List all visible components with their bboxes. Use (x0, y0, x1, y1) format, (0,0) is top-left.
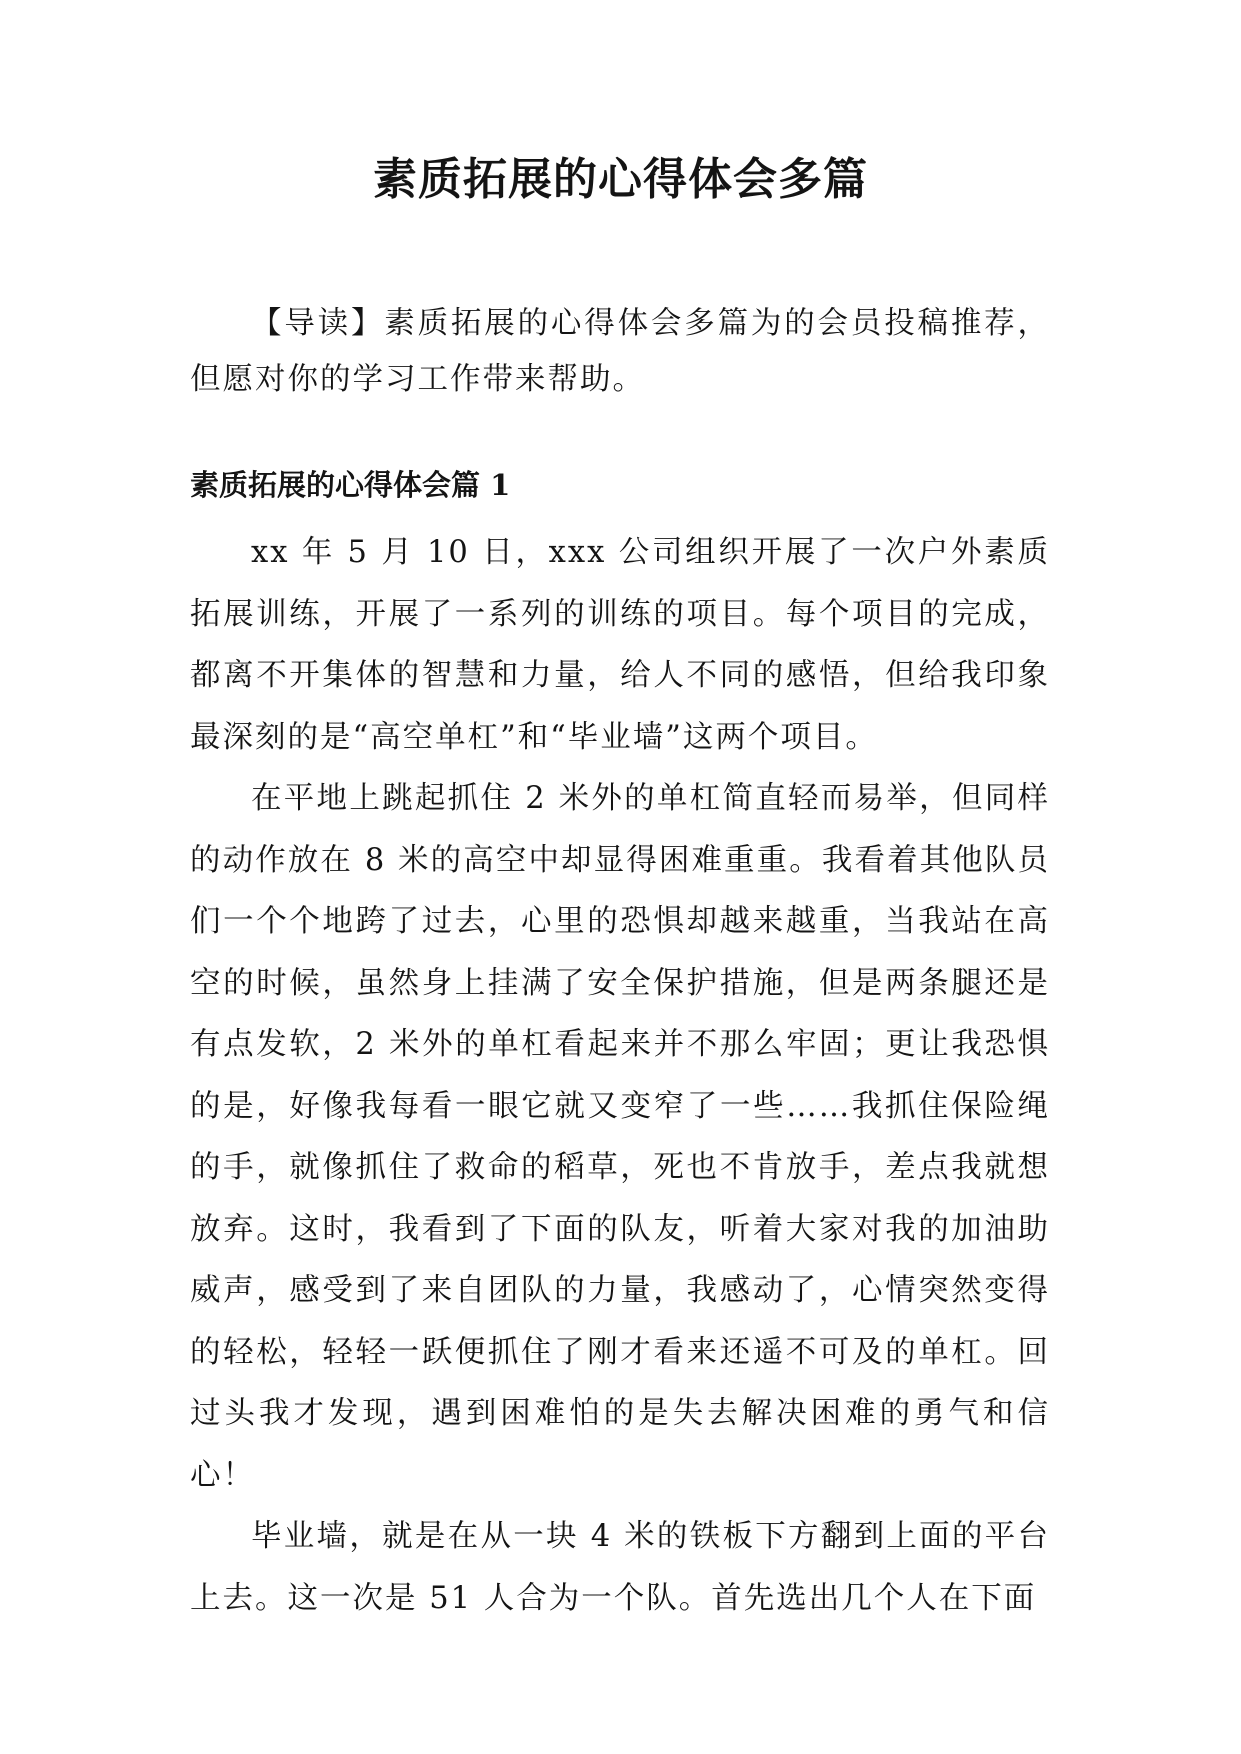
section-heading: 素质拓展的心得体会篇 1 (190, 468, 511, 502)
article-body (190, 522, 1050, 1629)
document-title: 素质拓展的心得体会多篇 (373, 154, 868, 205)
body-paragraph: 毕业墙，就是在从一块 4 米的铁板下方翻到上面的平台上去。这一次是 51 人合为一个队。首先选出几个人在下面 (190, 1519, 1050, 1616)
body-paragraph: xx 年 5 月 10 日，xxx 公司组织开展了一次户外素质拓展训练，开展了一系列的训练的项目。每个项目的完成，都离不开集体的智慧和力量，给人不同的感悟，但给我印象最深刻的是“高空单杠”和“毕业墙”这两个项目。 (190, 535, 1050, 755)
intro-paragraph: 【导读】素质拓展的心得体会多篇为的会员投稿推荐，但愿对你的学习工作带来帮助。 (190, 306, 1050, 397)
body-paragraph: 在平地上跳起抓住 2 米外的单杠简直轻而易举，但同样的动作放在 8 米的高空中却显得困难重重。我看着其他队员们一个个地跨了过去，心里的恐惧却越来越重，当我站在高空的时候，虽然身上挂满了安全保护措施，但是两条腿还是有点发软，2 米外的单杠看起来并不那么牢固；更让我恐惧的是，好像我每看一眼它就又变窄了一些……我抓住保险绳的手，就像抓住了救命的稻草，死也不肯放手，差点我就想放弃。这时，我看到了下面的队友，听着大家对我的加油助威声，感受到了来自团队的力量，我感动了，心情突然变得的轻松，轻轻一跃便抓住了刚才看来还遥不可及的单杠。回过头我才发现，遇到困难怕的是失去解决困难的勇气和信心！ (190, 781, 1050, 1493)
